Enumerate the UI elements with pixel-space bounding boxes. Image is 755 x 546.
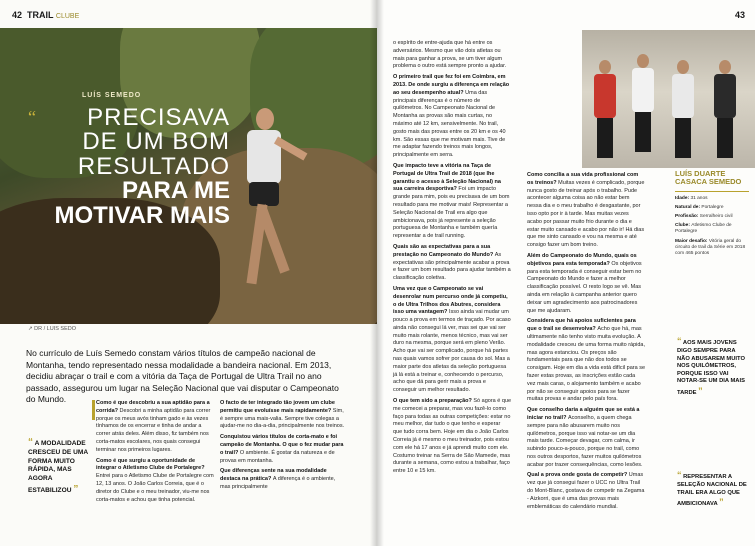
- article-column: [527, 172, 645, 514]
- pull-quote-right: [677, 470, 749, 509]
- qa-paragraph: [527, 472, 645, 511]
- qa-paragraph: [527, 407, 645, 469]
- divider: [675, 191, 749, 192]
- profile-fact-value: 31 anos: [690, 195, 708, 201]
- athlete-figure: [630, 54, 656, 154]
- interview-question: Considera que há apoios suficientes para que o trail se desenvolva?: [527, 318, 636, 333]
- qa-paragraph: [96, 400, 214, 455]
- interview-question: Quais são as expectativas para a sua prestação no Campeonato do Mundo?: [393, 243, 495, 258]
- interview-answer: Descobri a minha aptidão para correr porque os meus avós tinham gado e às vezes tínhamos de os encerrar e tinha de andar a correr atrás deles. Além disso, fiz também nos corta-matos escolares, nos quais consegui terminar nos primeiros lugares.: [96, 407, 211, 453]
- interview-question: O facto de ter integrado tão jovem um clube permitiu que evoluísse mais rapidamente?: [220, 400, 335, 414]
- headline: [30, 106, 230, 228]
- qa-paragraph: [220, 400, 345, 431]
- profile-fact-value: Atletismo Clube de Portalegre: [675, 223, 732, 235]
- qa-paragraph: [393, 286, 511, 395]
- runner-figure: [232, 108, 302, 308]
- headline-bold-line: PARA ME: [122, 177, 230, 205]
- interview-question: Qual a prova onde gosta de competir?: [527, 472, 629, 479]
- profile-fact: [675, 223, 749, 235]
- headline-bold-line: MOTIVAR MAIS: [54, 201, 230, 229]
- folio-right: [735, 10, 745, 20]
- interview-answer: Sim, é sempre uma mais-valia. Sempre tive colegas a ajudar-me no dia-a-dia, principalmente nos treinos.: [220, 407, 345, 430]
- interview-answer: Uma das principais diferenças é o número de quilómetros. No Campeonato Nacional de Montanha as provas são mais curtas, no máximo até 12 km, sensivelmente. No trail, gosto mais das provas entre os 20 km e os 40 km. São essas que me motivam mais. Tive de me adaptar fazendo treinos mais longos, principalmente em serra.: [393, 89, 506, 159]
- quote-icon: “: [28, 437, 33, 448]
- interview-question: Conquistou vários títulos de corta-mato e foi campeão de Montanha. O que o fez mudar para o trail?: [220, 434, 344, 456]
- qa-paragraph: [220, 468, 345, 491]
- folio-left: [12, 10, 79, 20]
- profile-fact-value: Serralheiro civil: [699, 213, 733, 219]
- quote-icon: “: [677, 336, 682, 346]
- qa-paragraph: [393, 398, 511, 476]
- qa-paragraph: [393, 163, 511, 241]
- article-column: [220, 400, 345, 495]
- profile-fact: [675, 196, 749, 202]
- qa-paragraph: [220, 434, 345, 465]
- profile-fact: [675, 205, 749, 211]
- interview-question: Que conselho daria a alguém que se está a iniciar no trail?: [527, 407, 640, 421]
- open-quote-icon: “: [28, 107, 36, 127]
- pull-quote-text: AOS MAIS JOVENS DIGO SEMPRE PARA NÃO ABUSAREM MUITO NOS QUILÓMETROS, PORQUE ISSO VAI NOTAR-SE UM DIA MAIS TARDE: [677, 340, 745, 397]
- accent-bar: [92, 400, 95, 420]
- athlete-figure: [592, 60, 618, 160]
- profile-fact-label: Maior desafio:: [675, 238, 709, 244]
- article-column: [96, 400, 214, 507]
- profile-fact-label: Clube:: [675, 223, 692, 229]
- interview-answer: Aconselho, a quem chega sempre para não abusarem muito nos quilómetros, porque isso vai notar-se um dia mais tarde. Começar devagar, com calma, ir subindo pouco-a-pouco, porque no trail, como nos outros desportos, fazer muitos quilómetros acabar por trazer consequências, como lesões.: [527, 414, 643, 468]
- interview-answer: Umas vez que já consegui fazer o UCC no Ultra Trail do Mont-Blanc, gostava de competir na Zegama - Aizkorri, que é uma das provas mais emblemáticas do calendário mundial.: [527, 472, 645, 510]
- interview-answer: As expectativas são principalmente acabar a prova e fazer um bom resultado para ajudar também a classificação coletiva.: [393, 251, 511, 282]
- page-number-right: 43: [734, 10, 745, 20]
- profile-name: LUÍS DUARTE CASACA SEMEDO: [675, 169, 742, 187]
- headline-line: RESULTADO: [77, 152, 230, 180]
- runner-head: [256, 108, 274, 130]
- qa-paragraph: [393, 40, 511, 71]
- interview-question: O primeiro trail que fez foi em Coimbra, em 2013. De onde surgiu a diferença em relação ao seu desempenho atual?: [393, 74, 510, 96]
- profile-fact-label: Natural de:: [675, 204, 702, 210]
- intro-paragraph: No currículo de Luís Semedo constam vários títulos de campeão nacional de Montanha, tendo representado nessa modalidade a bandeira nacional. Em 2013, decidiu abraçar o trail e com a vitória da Taça de Portugal de Ultra Trail no ano passado, assegurou um lugar na Seleção Nacional que vai disputar o Campeonato do Mundo.: [26, 348, 339, 405]
- qa-paragraph: [527, 253, 645, 315]
- qa-paragraph: [393, 244, 511, 283]
- interview-question: Como é que surgiu a oportunidade de integrar o Atletismo Clube de Portalegre?: [96, 457, 205, 472]
- interview-answer: Foi um impacto grande para mim, pois eu precisava de um bom resultado para me motivar mais! Representar a Seleção Nacional de Trail era algo que ambicionava, pois já represente a seleção portuguesa de Montanha e também quería representar a de trail running.: [393, 186, 510, 240]
- profile-fact-label: Idade:: [675, 195, 691, 201]
- article-column: [393, 40, 511, 479]
- left-page: [0, 0, 377, 546]
- headline-line: DE UM BOM: [82, 128, 230, 156]
- interview-answer: Entrei para o Atletismo Clube de Portalegre com 12, 13 anos. O João Carlos Correia, que é o diretor do Clube e o meu treinador, viu-me nos corta-matos e achou que tinha potencial.: [96, 473, 214, 503]
- quote-icon: “: [677, 470, 682, 480]
- interview-answer: Só agora é que me comecei a preparar, mas vou fazê-lo como faço para todas as outras competições: estar no meu melhor, dar tudo o que tenho e esperar que tudo corra bem. Hoje em dia o João Carlos Correia já é mesmo o meu treinador, pois estou com ele há 17 anos e já aprendi muito com ele. Costumo treinar na Serra de São Mamede, mas durante a semana, como estou a trabalhar, faço entre 10 e 15 km.: [393, 398, 512, 475]
- qa-paragraph: [527, 172, 645, 250]
- right-page: [377, 0, 755, 546]
- profile-fact-value: Vitória geral do circuito de trail da Série em 2018 com 465 pontos: [675, 238, 746, 257]
- pull-quote-left: [28, 436, 88, 496]
- interview-answer: A diferença é o ambiente, mas principalmente: [220, 476, 336, 490]
- magazine-title: TRAIL: [27, 10, 54, 20]
- quote-icon: ”: [719, 497, 724, 508]
- profile-fact: [675, 214, 749, 220]
- pull-quote-right: [677, 336, 749, 398]
- profile-sidebar: [675, 170, 749, 260]
- profile-fact-label: Profissão:: [675, 213, 700, 219]
- quote-icon: ”: [698, 386, 703, 397]
- interview-answer: Isso ainda vai mudar um pouco a prova em termos de traçado. Por acaso ainda não consegui lá ver, mas sei que vai ser muito mais rolante, menos técnico, mas vai ser duro na mesma, porque será em pleno Verão. Acho que vai ser complicado, porque há partes nas quais vamos sofrer por causa do sol. Mas a maior parte dos atletas da seleção portuguesa já lá está a treinar e, conhecendo o percurso, acho que dá para gerir mais a prova e conseguir um melhor resultado.: [393, 309, 511, 394]
- interview-answer: Muitas vezes é complicado, porque nunca gosto de treinar após o trabalho. Pude acontecer alguma coisa ao não estar bem nessa dia e o meu trabalho é desgastante, por isso opto por ir à tarde. Mas muitas vezes acabo por passar muito frio durante o dia e estar muito cansado e acabo por não ir! Há dias que me sinto cansado e vou na mesma e até consigo fazer um bom treino.: [527, 179, 645, 249]
- athlete-figure: [712, 60, 738, 160]
- magazine-tag: CLUBE: [55, 13, 80, 20]
- runner-shorts: [249, 182, 279, 206]
- pull-quote-text: REPRESENTAR A SELEÇÃO NACIONAL DE TRAIL ERA ALGO QUE AMBICIONAVA: [677, 474, 747, 508]
- headline-line: PRECISAVA: [87, 104, 230, 131]
- runner-photo: [0, 28, 377, 324]
- interview-question: Que diferenças sente na sua modalidade destaca na prática?: [220, 468, 327, 483]
- photo-credit: ↗ DR / LUIS SEDO: [28, 326, 77, 332]
- interview-question: Como é que descobriu a sua aptidão para a corrida?: [96, 400, 210, 414]
- interview-question: Uma vez que o Campeonato se vai desenrolar num percurso onde já competiu, o de Ultra Trilhos dos Abutres, considera isso uma vantagem?: [393, 285, 508, 316]
- athlete-figure: [670, 60, 696, 160]
- page-number-left: 42: [12, 10, 23, 20]
- interview-answer: Os objetivos para esta temporada é conseguir estar bem no Campeonato do Mundo e fazer a melhor classificação possível. O resto logo se vê. Mas ainda em relação à campanha anterior quero deixar um agradecimento aos patrocinadores que me ajudaram.: [527, 260, 642, 314]
- interview-answer: Acho que há, mas ultimamente não tenho visto muita evolução. A modalidade cresceu de uma forma muito rápida, mas agora estanciou. Os preços são fundamentais para que não dos todos se consigam. Hoje em dia a vida está difícil para se fazer estas provas, as inscrições estão cada vez mais caras, o alojamento também e acabo por não se conseguir apoios para se fazer muitas provas e andar pelo país fora.: [527, 326, 646, 403]
- spine-gutter: [370, 0, 384, 546]
- pull-quote-text: A MODALIDADE CRESCEU DE UMA FORMA MUITO RÁPIDA, MAS AGORA ESTABILIZOU: [28, 440, 88, 495]
- podium-photo: [582, 30, 755, 168]
- quote-icon: ”: [73, 484, 79, 496]
- interview-answer: o espírito de entre-ajuda que há entre os adversários. Mesmo que vão dois atletas ou mais para ganhar a prova, se um tiver algum problema o outro está sempre pronto a ajudar.: [393, 40, 507, 70]
- qa-paragraph: [96, 458, 214, 505]
- profile-fact: [675, 239, 749, 258]
- profile-fact-value: Portalegre: [701, 204, 724, 210]
- qa-paragraph: [527, 318, 645, 404]
- interview-answer: O ambiente. É gostar da natureza e de provas em montanha.: [220, 449, 335, 464]
- magazine-name: [27, 10, 79, 20]
- interview-question: O que tem sido a preparação?: [393, 398, 474, 405]
- profile-facts: [675, 196, 749, 258]
- interview-question: Além do Campeonato do Mundo, quais os objetivos para esta temporada?: [527, 252, 637, 267]
- author-label: LUÍS SEMEDO: [82, 92, 142, 99]
- interview-question: Que impacto teve a vitória na Taça de Portugal de Ultra Trail de 2018 (que lhe garantiu o acesso à Seleção Nacional) na sua carreira desportiva?: [393, 162, 501, 193]
- interview-question: Como concilia a sua vida profissional com os treinos?: [527, 172, 639, 186]
- qa-paragraph: [393, 74, 511, 160]
